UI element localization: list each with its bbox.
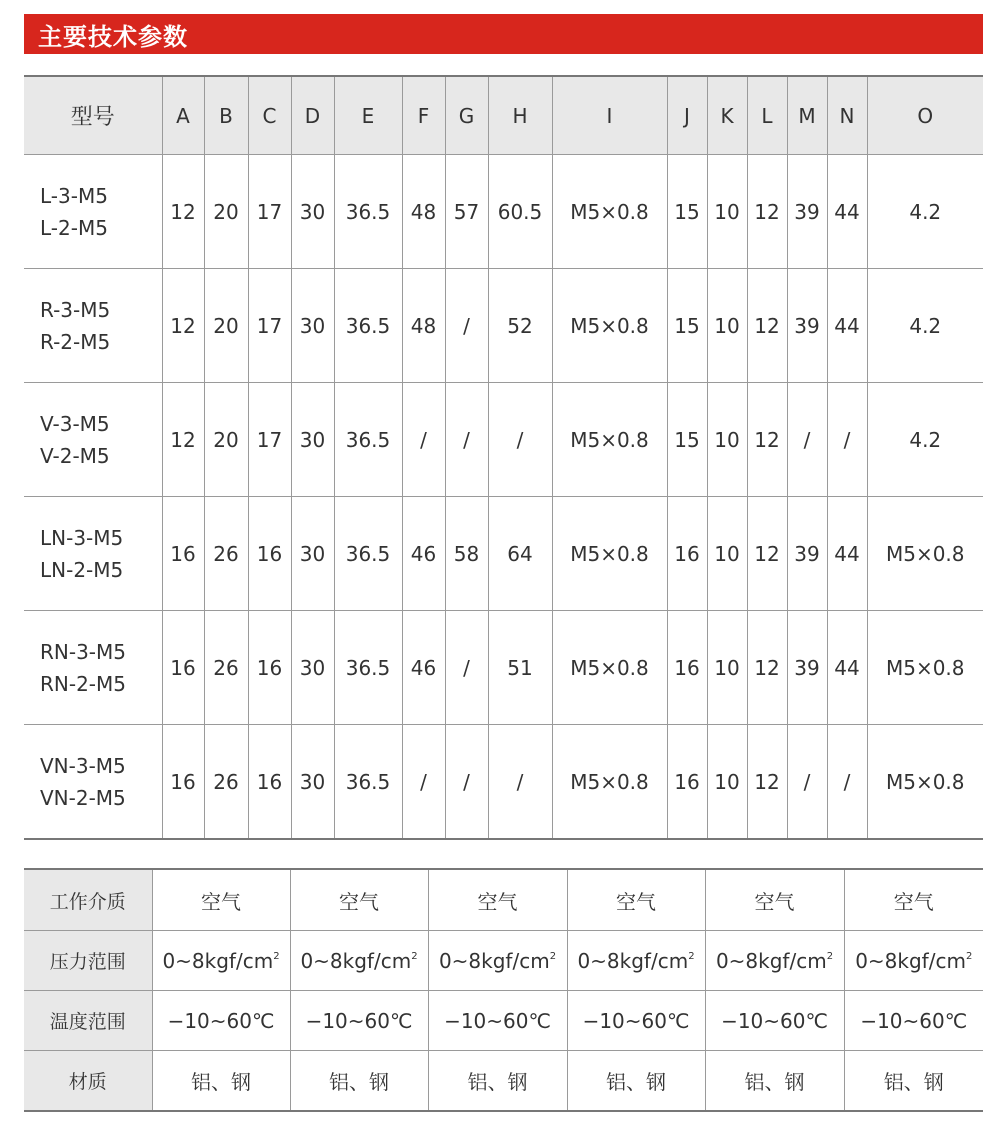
table-cell: 30 [291,383,334,497]
section-title: 主要技术参数 [38,22,188,51]
table-cell: 10 [707,725,747,840]
table-cell: 16 [162,497,204,611]
table-cell: 10 [707,383,747,497]
table-cell: M5×0.8 [552,383,667,497]
table-cell: 46 [402,611,445,725]
table-cell: / [445,611,488,725]
model-name: L-3-M5 [40,183,108,208]
table-cell: M5×0.8 [867,611,983,725]
condition-value: 空气 [705,869,844,931]
table-cell: 16 [667,497,707,611]
condition-value: 空气 [290,869,428,931]
table-cell: 64 [488,497,552,611]
column-header-h: H [488,76,552,155]
table-cell: 44 [827,269,867,383]
condition-value: −10~60℃ [152,991,290,1051]
condition-value: −10~60℃ [844,991,983,1051]
condition-value: $0\sim 8kgf/cm^2$ [705,931,844,991]
table-cell: 36.5 [334,383,402,497]
table-cell: 30 [291,725,334,840]
model-name: LN-3-M5 [40,525,124,550]
table-cell: 48 [402,155,445,269]
model-name: R-3-M5 [40,297,111,322]
table-cell: 12 [747,155,787,269]
column-header-m: M [787,76,827,155]
table-row [24,383,983,497]
table-cell: 30 [291,497,334,611]
conditions-table [24,868,983,1112]
table-cell: 30 [291,269,334,383]
table-cell: / [445,725,488,840]
table-cell: 12 [747,497,787,611]
model-name: VN-2-M5 [40,785,126,810]
table-cell: / [402,725,445,840]
table-cell: 26 [204,611,248,725]
condition-label: 材质 [24,1051,152,1112]
column-header-o: O [867,76,983,155]
table-cell: 4.2 [867,383,983,497]
table-cell: 12 [162,269,204,383]
table-cell: 16 [667,725,707,840]
conditions-row [24,931,983,991]
model-name: R-2-M5 [40,329,111,354]
table-row [24,611,983,725]
table-cell: 20 [204,383,248,497]
table-cell: 39 [787,155,827,269]
column-header-j: J [667,76,707,155]
column-header-n: N [827,76,867,155]
condition-value: 铝、钢 [152,1051,290,1112]
table-cell: 26 [204,725,248,840]
table-cell: 51 [488,611,552,725]
spec-table [24,75,983,840]
condition-value: $0\sim 8kgf/cm^2$ [844,931,983,991]
model-name: VN-3-M5 [40,753,126,778]
condition-value: −10~60℃ [428,991,567,1051]
table-cell: 60.5 [488,155,552,269]
column-header-k: K [707,76,747,155]
table-cell: 48 [402,269,445,383]
table-cell: 10 [707,269,747,383]
condition-value: 空气 [428,869,567,931]
table-cell: / [488,383,552,497]
model-cell [24,497,162,611]
conditions-row [24,869,983,931]
table-row [24,155,983,269]
table-cell: 57 [445,155,488,269]
table-cell: 20 [204,155,248,269]
table-cell: 36.5 [334,725,402,840]
table-cell: 12 [162,383,204,497]
table-cell: 12 [747,269,787,383]
table-cell: 12 [162,155,204,269]
column-header-a: A [162,76,204,155]
model-name: V-3-M5 [40,411,110,436]
table-row [24,497,983,611]
condition-value: −10~60℃ [567,991,705,1051]
model-name: V-2-M5 [40,443,110,468]
table-cell: 44 [827,611,867,725]
table-cell: 12 [747,611,787,725]
model-cell [24,269,162,383]
table-cell: 16 [248,611,291,725]
condition-label: 工作介质 [24,869,152,931]
table-cell: 16 [248,497,291,611]
condition-value: 铝、钢 [705,1051,844,1112]
column-header-l: L [747,76,787,155]
table-cell: / [445,269,488,383]
table-cell: 36.5 [334,497,402,611]
condition-label: 温度范围 [24,991,152,1051]
table-cell: 17 [248,155,291,269]
column-header-g: G [445,76,488,155]
table-cell: 10 [707,497,747,611]
condition-value: −10~60℃ [705,991,844,1051]
model-cell [24,155,162,269]
table-cell: M5×0.8 [552,611,667,725]
table-cell: 4.2 [867,155,983,269]
table-cell: 36.5 [334,611,402,725]
model-cell [24,725,162,840]
table-cell: 39 [787,269,827,383]
conditions-row [24,991,983,1051]
column-header-e: E [334,76,402,155]
condition-value: $0\sim 8kgf/cm^2$ [152,931,290,991]
table-cell: 20 [204,269,248,383]
table-cell: / [827,383,867,497]
table-cell: 15 [667,269,707,383]
table-cell: M5×0.8 [552,497,667,611]
table-cell: M5×0.8 [552,725,667,840]
table-cell: 12 [747,725,787,840]
model-cell [24,611,162,725]
table-cell: M5×0.8 [552,155,667,269]
table-cell: 58 [445,497,488,611]
model-cell [24,383,162,497]
condition-value: 空气 [152,869,290,931]
table-cell: M5×0.8 [867,725,983,840]
column-header-f: F [402,76,445,155]
condition-value: 空气 [844,869,983,931]
model-name: RN-2-M5 [40,671,126,696]
table-cell: 15 [667,155,707,269]
table-cell: 39 [787,611,827,725]
table-cell: 4.2 [867,269,983,383]
table-cell: / [445,383,488,497]
table-cell: 16 [667,611,707,725]
table-cell: 10 [707,155,747,269]
column-header-d: D [291,76,334,155]
table-cell: 44 [827,497,867,611]
condition-value: 铝、钢 [428,1051,567,1112]
condition-value: 铝、钢 [567,1051,705,1112]
table-cell: 26 [204,497,248,611]
table-cell: 36.5 [334,269,402,383]
table-cell: 46 [402,497,445,611]
table-cell: 10 [707,611,747,725]
table-cell: 36.5 [334,155,402,269]
table-cell: 12 [747,383,787,497]
condition-value: 铝、钢 [844,1051,983,1112]
table-cell: 30 [291,155,334,269]
table-cell: 44 [827,155,867,269]
table-row [24,269,983,383]
table-cell: 17 [248,383,291,497]
column-header-model: 型号 [24,76,162,155]
section-header-bar [24,14,983,54]
condition-value: $0\sim 8kgf/cm^2$ [428,931,567,991]
column-header-c: C [248,76,291,155]
condition-value: $0\sim 8kgf/cm^2$ [567,931,705,991]
table-cell: M5×0.8 [867,497,983,611]
table-row [24,725,983,840]
table-cell: 17 [248,269,291,383]
table-cell: / [787,383,827,497]
condition-value: −10~60℃ [290,991,428,1051]
table-cell: 39 [787,497,827,611]
table-cell: M5×0.8 [552,269,667,383]
table-cell: / [402,383,445,497]
condition-value: 空气 [567,869,705,931]
table-cell: 16 [162,611,204,725]
table-cell: 30 [291,611,334,725]
table-cell: / [488,725,552,840]
column-header-i: I [552,76,667,155]
table-cell: 16 [248,725,291,840]
table-cell: / [827,725,867,840]
column-header-b: B [204,76,248,155]
model-name: LN-2-M5 [40,557,124,582]
condition-value: $0\sim 8kgf/cm^2$ [290,931,428,991]
condition-label: 压力范围 [24,931,152,991]
table-cell: 16 [162,725,204,840]
spec-header-row [24,76,983,155]
table-cell: 15 [667,383,707,497]
condition-value: 铝、钢 [290,1051,428,1112]
table-cell: / [787,725,827,840]
table-cell: 52 [488,269,552,383]
conditions-row [24,1051,983,1112]
model-name: RN-3-M5 [40,639,126,664]
model-name: L-2-M5 [40,215,108,240]
